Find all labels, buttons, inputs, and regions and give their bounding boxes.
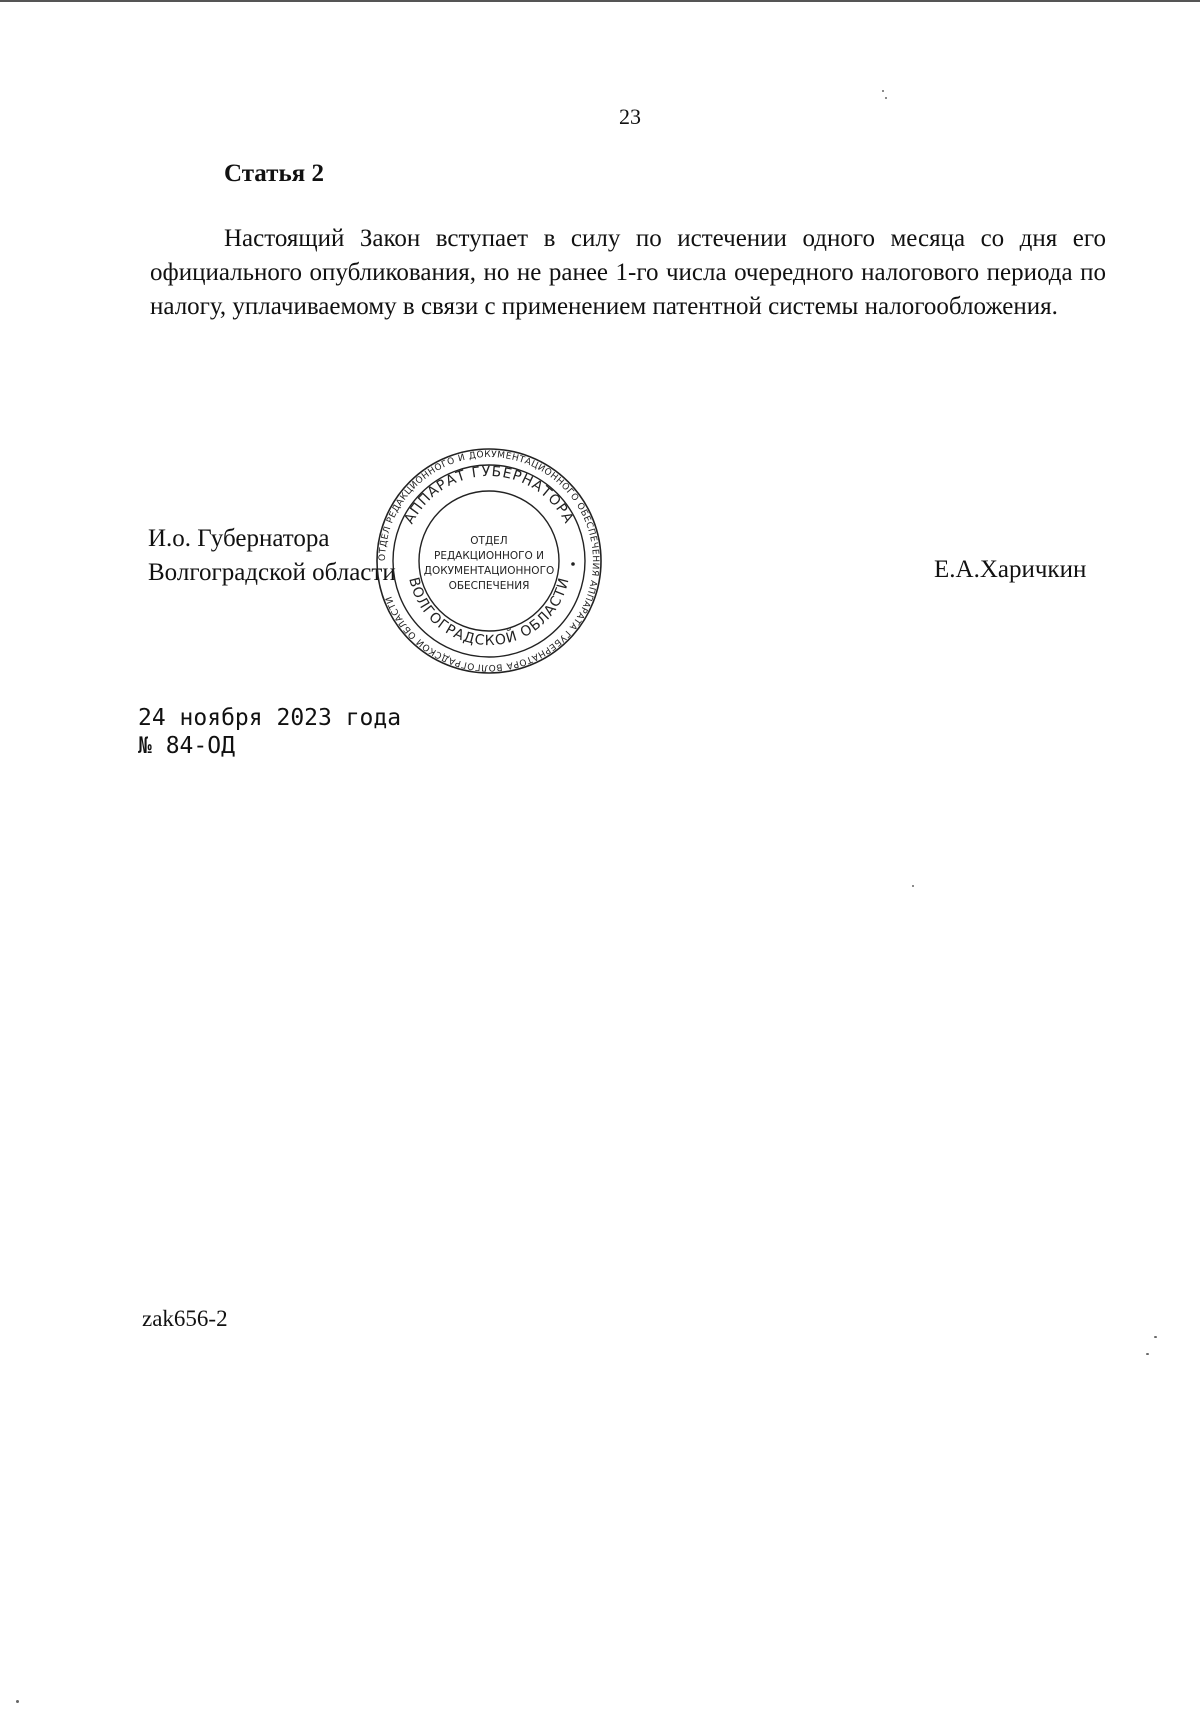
signer-title	[148, 522, 396, 590]
scan-speck	[885, 97, 887, 99]
scan-speck	[16, 1700, 19, 1703]
seal-center-line1: ОТДЕЛ	[470, 535, 508, 547]
issue-date: 24 ноября 2023 года	[138, 705, 402, 731]
seal-outer-ring-text: ОТДЕЛ РЕДАКЦИОННОГО И ДОКУМЕНТАЦИОННОГО ОБЕСПЕЧЕНИЯ АППАРАТА ГУБЕРНАТОРА ВОЛГОГРАДСКОЙ ОБЛАСТИ	[377, 449, 601, 673]
seal-inner-top-text: АППАРАТ ГУБЕРНАТОРА	[401, 463, 577, 527]
seal-center-line2: РЕДАКЦИОННОГО И	[434, 550, 544, 562]
issue-block	[138, 704, 401, 760]
issue-number: № 84-ОД	[138, 733, 235, 759]
signer-title-line1: И.о. Губернатора	[148, 525, 330, 552]
seal-center-line3: ДОКУМЕНТАЦИОННОГО	[423, 565, 555, 577]
document-code: zak656-2	[142, 1306, 228, 1331]
scan-speck	[1154, 1336, 1157, 1338]
signer-title-line2: Волгоградской области	[148, 559, 396, 586]
seal-dot-icon	[571, 562, 575, 566]
article-body: Настоящий Закон вступает в силу по истечении одного месяца со дня его официального опубликования, но не ранее 1-го числа очередного налогового периода по налогу, уплачиваемому в связи с применением патентной системы налогообложения.	[150, 225, 1106, 320]
official-seal	[374, 446, 604, 676]
article-heading: Статья 2	[224, 160, 324, 187]
scan-speck	[1146, 1353, 1149, 1355]
seal-inner-bottom-text: ВОЛГОГРАДСКОЙ ОБЛАСТИ	[405, 575, 573, 650]
scan-speck	[912, 885, 914, 887]
seal-center-line4: ОБЕСПЕЧЕНИЯ	[448, 580, 530, 592]
page-top-edge	[0, 0, 1200, 2]
page-number: 23	[619, 104, 641, 129]
scan-speck	[882, 90, 884, 92]
signer-name: Е.А.Харичкин	[934, 556, 1087, 583]
